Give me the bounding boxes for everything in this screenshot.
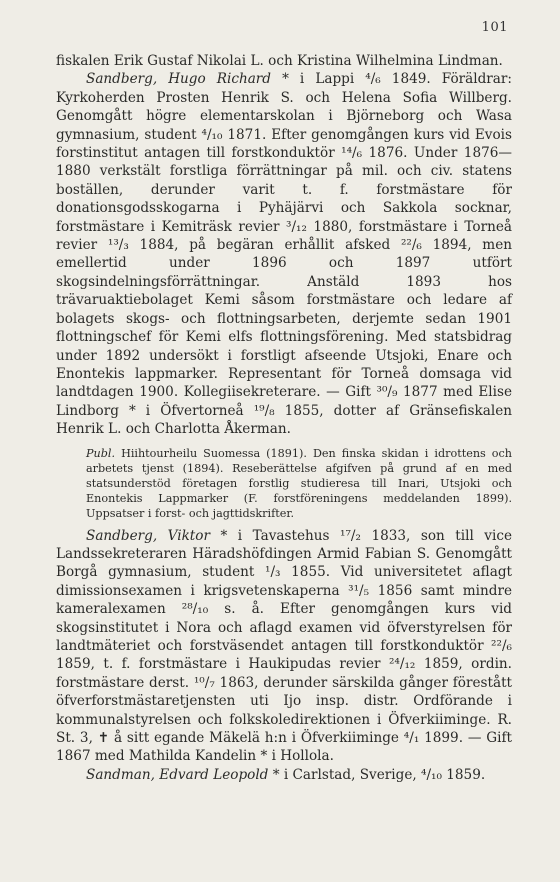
entry-name: Sandberg, Hugo Richard xyxy=(86,71,272,88)
continuation-paragraph xyxy=(56,52,512,70)
publications-label: Publ. xyxy=(86,446,116,460)
entry-body: * i Lappi ⁴/₆ 1849. Föräldrar: Kyrkoherden Prosten Henrik S. och Helena Sofia Willberg. Genomgått högre elementarskolan i Björneborg och Wasa gymnasium, student ⁴/₁₀ 1871. Efter genomgången kurs vid Evois forstinstitut antagen till forstkonduktör ¹⁴/₆ 1876. Under 1876—1880 verkstält forstliga förrättningar på mil. och civ. statens boställen, derunder varit t. f. forstmästare för donationsgodsskogarna i Pyhäjärvi och Sakkola socknar, forstmästare i Kemiträsk revier ³/₁₂ 1880, forstmästare i Torneå revier ¹³/₃ 1884, på begäran erhållit afsked ²²/₆ 1894, men emellertid under 1896 och 1897 utfört skogsindelningsförrättningar. Anstäld 1893 hos trävaruaktiebolaget Kemi såsom forstmästare och ledare af bolagets skogs- och flottningsarbeten, derjemte sedan 1901 flottningschef för Kemi elfs flottningsförening. Med statsbidrag under 1892 undersökt i forstligt afseende Utsjoki, Enare och Enontekis lappmarker. Representant för Torneå domsaga vid landtdagen 1900. Kollegiisekreterare. — Gift ³⁰/₉ 1877 med Elise Lindborg * i Öfvertorneå ¹⁹/₈ 1855, dotter af Gränsefiskalen Henrik L. och Charlotta Åkerman. xyxy=(56,71,512,438)
publications-text: Hiihtourheilu Suomessa (1891). Den finska skidan i idrottens och arbetets tjenst (1894). Reseberättelse afgifven på grund af en med statsunderstöd företagen forstlig studieresa till Inari, Utsjoki och Enontekis Lappmarker (F. forstföreningens meddelanden 1899). Uppsatser i forst- och jagttidskrifter. xyxy=(86,446,512,520)
entry-body: * i Tavastehus ¹⁷/₂ 1833, son till vice Landssekreteraren Häradshöfdingen Armid Fabian S. Genomgått Borgå gymnasium, student ¹/₃ 1855. Vid universitetet aflagt dimissionsexamen i krigsvetenskaperna ³¹/₅ 1856 samt mindre kameralexamen ²⁸/₁₀ s. å. Efter genomgången kurs vid skogsinstitutet i Nora och aflagd examen vid öfverstyrelsen för landtmäteriet och forstväsendet antagen till forstkonduktör ²²/₆ 1859, t. f. forstmästare i Haukipudas revier ²⁴/₁₂ 1859, ordin. forstmästare derst. ¹⁰/₇ 1863, derunder särskilda gånger förestått öfverforstmästaretjensten uti Ijo insp. distr. Ordförande i kommunalstyrelsen och folkskoledirektionen i Öfverkiiminge. R. St. 3, ✝ å sitt egande Mäkelä h:n i Öfverkiiminge ⁴/₁ 1899. — Gift 1867 med Mathilda Kandelin * i Hollola. xyxy=(56,527,512,765)
continuation-text: fiskalen Erik Gustaf Nikolai L. och Kristina Wilhelmina Lindman. xyxy=(56,53,503,69)
entry-sandman-edvard xyxy=(56,766,512,784)
entry-body: * i Carlstad, Sverige, ⁴/₁₀ 1859. xyxy=(268,766,486,783)
publications-note xyxy=(56,446,512,521)
entry-name: Sandberg, Viktor xyxy=(86,527,210,544)
page-body xyxy=(56,52,512,784)
entry-sandberg-hugo xyxy=(56,70,512,438)
entry-sandberg-viktor xyxy=(56,527,512,766)
entry-name: Sandman, Edvard Leopold xyxy=(86,766,269,783)
page-number: 101 xyxy=(481,20,508,35)
